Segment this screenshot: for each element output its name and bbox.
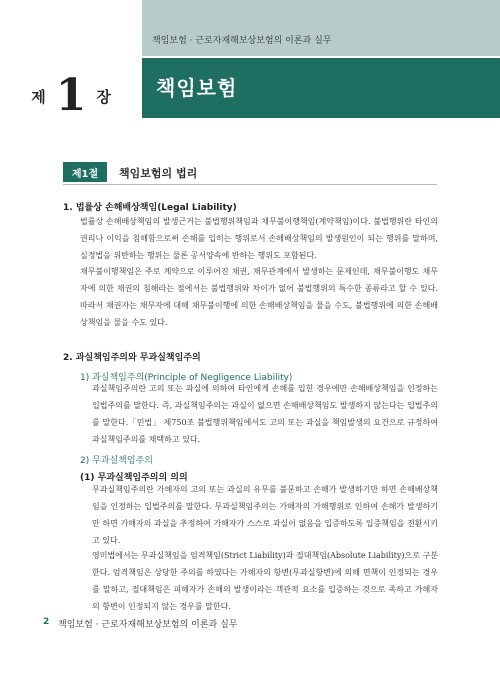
heading-no-fault-liability: 2) 무과실책임주의 [80,456,153,466]
chapter-number: 1 [55,70,87,121]
chapter-prefix: 제 [31,87,46,106]
paragraph-default-liability: 채무불이행책임은 주로 계약으로 이루어진 채권, 채무관계에서 발생하는 문제인데, 채무불이행도 채무자에 의한 채권의 침해라는 점에서는 불법행위와 차이가 없어 불법행위의 특수한 종류라고 할 수 있다. 따라서 채권자는 채무자에 대해 채무불이행에 의한 손해배상책임을 물을 수도, 불법행위에 의한 손해배상책임을 물을 수도 있다. [80,267,438,327]
paragraph-legal-liability: 법률상 손해배상책임의 발생근거는 불법행위책임과 채무불이행책임(계약책임)이다. 불법행위란 타인의 권리나 이익을 침해함으로써 손해를 입히는 행위로서 손해배상책임의 발생원인이 되는 행위를 말하며, 실정법을 위반하는 행위는 물론 공서양속에 반하는 행위도 포함된다. [80,217,438,260]
heading-fault-principles: 2. 과실책임주의와 무과실책임주의 [63,353,201,363]
header-band [142,0,500,56]
section-title: 책임보험의 법리 [119,167,198,180]
footer-running-title: 책임보험 · 근로자재해보상보험의 이론과 실무 [58,620,238,630]
section-badge: 제1절 [63,162,107,182]
running-header: 책임보험 · 근로자재해보상보험의 이론과 실무 [152,36,332,46]
chapter-title: 책임보험 [156,76,238,100]
heading-negligence-liability: 1) 과실책임주의(Principle of Negligence Liability) [80,373,293,383]
paragraph-no-fault-meaning: 무과실책임주의란 가해자의 고의 또는 과실의 유무를 불문하고 손해가 발생하기만 하면 손해배상책임을 인정하는 입법주의를 말한다. 무과실책임주의는 가해자의 가해행위로 인하여 손해가 발생하기만 하면 가해자의 과실을 추정하여 가해자가 스스로 과실이 없음을 입증하도록 입증책임을 전환시키고 있다. [92,485,438,545]
heading-no-fault-meaning: (1) 무과실책임주의의 의의 [80,473,188,483]
paragraph-negligence-liability: 과실책임주의란 고의 또는 과실에 의하여 타인에게 손해를 입힌 경우에만 손해배상책임을 인정하는 입법주의를 말한다. 즉, 과실책임주의는 과실이 없으면 손해배상책임도 발생하지 않는다는 입법주의를 말한다.「민법」 제750조 불법행위책임에서도 고의 또는 과실을 책임발생의 요건으로 규정하여 과실책임주의를 채택하고 있다. [92,384,438,444]
heading-legal-liability: 1. 법률상 손해배상책임(Legal Liability) [63,203,237,213]
paragraph-strict-absolute: 영미법에서는 무과실책임을 엄격책임(Strict Liability)과 절대책임(Absolute Liability)으로 구분한다. 엄격책임은 상당한 주의를 하였다는 가해자의 항변(무과실항변)에 의해 면책이 인정되는 경우를 말하고, 절대책임은 피해자가 손해의 발생이라는 객관적 요소를 입증하는 것으로 족하고 가해자의 항변이 인정되지 않는 경우를 말한다. [92,551,438,611]
section-heading [63,162,437,185]
chapter-label [0,70,142,121]
page-number: 2 [43,617,50,627]
chapter-suffix: 장 [96,87,111,106]
